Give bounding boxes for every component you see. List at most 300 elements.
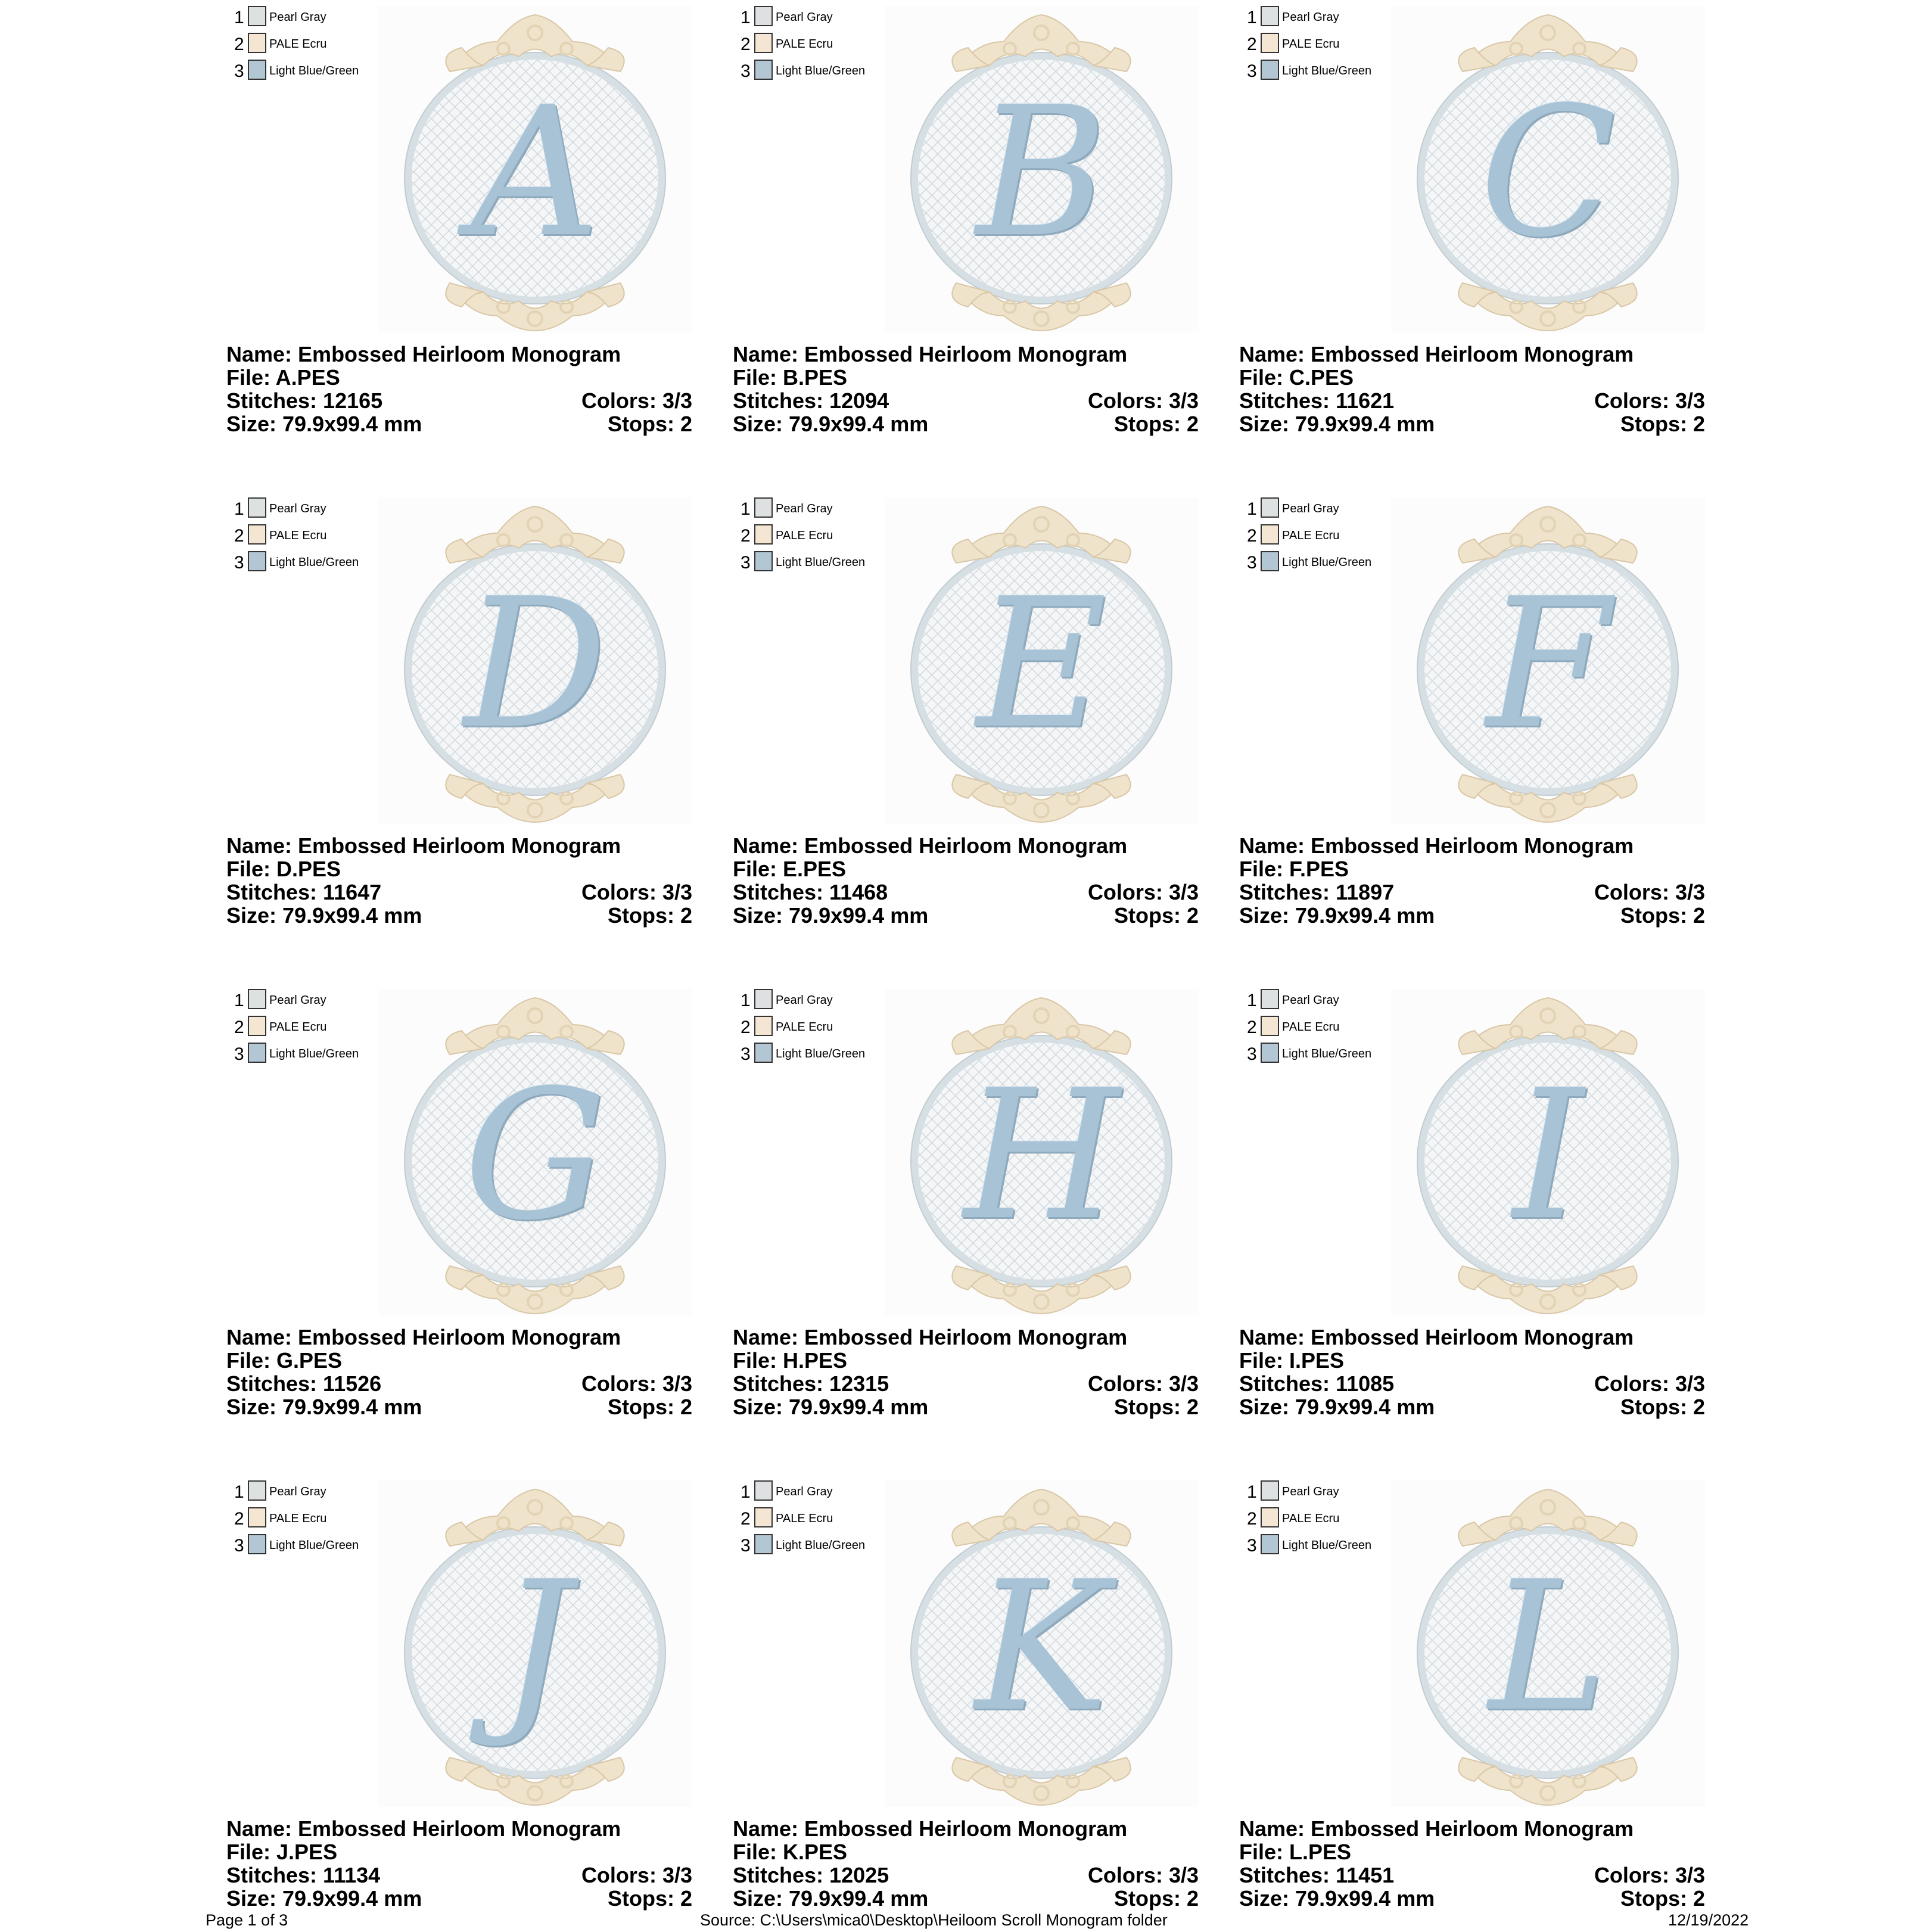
size-label: Size:	[226, 903, 283, 928]
color-number: 1	[234, 1482, 244, 1502]
stitches-label: Stitches:	[733, 388, 830, 413]
stitches-label: Stitches:	[1239, 1863, 1336, 1887]
file-label: File:	[733, 1840, 783, 1864]
design-name: Embossed Heirloom Monogram	[298, 1816, 621, 1841]
legend-item	[741, 1043, 895, 1066]
legend-item	[741, 989, 895, 1013]
file-name: A.PES	[275, 365, 340, 390]
size-label: Size:	[733, 1395, 789, 1419]
color-name: PALE Ecru	[1282, 38, 1340, 51]
color-number: 2	[234, 35, 244, 54]
file-label: File:	[1239, 365, 1290, 390]
color-swatch	[754, 1507, 773, 1527]
size-label: Size:	[733, 903, 789, 928]
color-count: 3/3	[1675, 1371, 1705, 1396]
legend-item	[234, 1480, 389, 1504]
colors-label: Colors:	[581, 388, 662, 413]
design-size: 79.9x99.4 mm	[1295, 1886, 1435, 1911]
stops-label: Stops:	[1113, 412, 1187, 436]
color-number: 1	[1247, 8, 1257, 27]
color-swatch	[248, 551, 266, 571]
colors-label: Colors:	[1594, 388, 1675, 413]
legend-item	[741, 1016, 895, 1040]
color-swatch	[248, 6, 266, 26]
legend-item	[234, 60, 389, 83]
legend-item	[1247, 1507, 1402, 1531]
colors-label: Colors:	[1594, 1863, 1675, 1887]
monogram-letter: G	[463, 1051, 607, 1259]
design-name: Embossed Heirloom Monogram	[804, 833, 1128, 858]
design-size: 79.9x99.4 mm	[1295, 1395, 1435, 1419]
source-path: Source: C:\Users\mica0\Desktop\Heiloom Scroll Monogram folder	[700, 1911, 1168, 1929]
stitch-count: 11134	[323, 1863, 381, 1887]
legend-item	[1247, 551, 1402, 575]
embroidery-preview	[885, 6, 1199, 332]
colors-label: Colors:	[1594, 1371, 1675, 1396]
color-name: Pearl Gray	[1282, 502, 1339, 515]
legend-item	[741, 551, 895, 575]
color-number: 1	[741, 991, 751, 1010]
stop-count: 2	[680, 1886, 692, 1911]
color-swatch	[1261, 1043, 1279, 1063]
color-name: PALE Ecru	[269, 38, 327, 51]
legend-item	[741, 60, 895, 83]
size-label: Size:	[1239, 1886, 1296, 1911]
design-size: 79.9x99.4 mm	[282, 903, 422, 928]
color-name: Pearl Gray	[776, 502, 833, 515]
color-swatch	[754, 1016, 773, 1036]
design-name: Embossed Heirloom Monogram	[1311, 342, 1634, 366]
color-swatch	[1261, 1480, 1279, 1501]
color-number: 2	[741, 35, 751, 54]
color-swatch	[248, 497, 266, 518]
name-label: Name:	[733, 833, 805, 858]
embroidery-preview	[1391, 6, 1705, 332]
color-number: 2	[1247, 35, 1257, 54]
stops-label: Stops:	[1113, 903, 1187, 928]
design-name: Embossed Heirloom Monogram	[1311, 1325, 1634, 1349]
stitch-count: 12025	[829, 1863, 889, 1887]
design-info	[1239, 343, 1705, 435]
color-number: 1	[1247, 1482, 1257, 1502]
design-size: 79.9x99.4 mm	[789, 903, 929, 928]
stitch-count: 11526	[323, 1371, 382, 1396]
color-swatch	[1261, 524, 1279, 545]
color-swatch	[248, 1016, 266, 1036]
design-info	[226, 343, 692, 435]
design-name: Embossed Heirloom Monogram	[298, 833, 621, 858]
name-label: Name:	[1239, 1816, 1311, 1841]
design-info	[226, 1817, 692, 1910]
color-number: 1	[741, 499, 751, 519]
stitches-label: Stitches:	[226, 1371, 323, 1396]
design-info	[226, 834, 692, 927]
file-name: E.PES	[783, 857, 847, 881]
legend-item	[1247, 6, 1402, 30]
size-label: Size:	[1239, 903, 1296, 928]
design-card	[226, 6, 703, 447]
color-swatch	[1261, 1534, 1279, 1554]
design-info	[733, 1326, 1199, 1418]
stops-label: Stops:	[1620, 412, 1693, 436]
design-name: Embossed Heirloom Monogram	[1311, 1816, 1634, 1841]
design-size: 79.9x99.4 mm	[789, 1395, 929, 1419]
color-number: 1	[741, 8, 751, 27]
color-swatch	[1261, 6, 1279, 26]
monogram-letter: K	[975, 1542, 1109, 1751]
color-name: PALE Ecru	[269, 1512, 327, 1525]
monogram-letter: H	[963, 1051, 1120, 1259]
color-number: 1	[234, 8, 244, 27]
file-label: File:	[733, 365, 783, 390]
stitches-label: Stitches:	[733, 1863, 830, 1887]
design-size: 79.9x99.4 mm	[789, 412, 929, 436]
color-count: 3/3	[662, 1371, 692, 1396]
color-number: 3	[1247, 1044, 1257, 1064]
legend-item	[1247, 33, 1402, 57]
stitch-count: 12165	[323, 388, 383, 413]
file-name: H.PES	[783, 1348, 848, 1373]
size-label: Size:	[733, 412, 789, 436]
design-name: Embossed Heirloom Monogram	[804, 1325, 1128, 1349]
color-swatch	[248, 33, 266, 53]
design-card	[1239, 1480, 1716, 1921]
name-label: Name:	[1239, 342, 1311, 366]
monogram-letter: E	[976, 559, 1107, 768]
file-label: File:	[733, 1348, 783, 1373]
legend-item	[234, 1534, 389, 1558]
stitches-label: Stitches:	[733, 880, 830, 904]
color-name: Pearl Gray	[269, 994, 326, 1007]
color-swatch	[1261, 551, 1279, 571]
color-name: PALE Ecru	[776, 529, 833, 542]
design-card	[226, 1480, 703, 1921]
stitch-count: 12094	[829, 388, 889, 413]
color-name: Light Blue/Green	[776, 556, 866, 569]
color-name: Light Blue/Green	[269, 1047, 359, 1060]
design-info	[733, 1817, 1199, 1910]
color-number: 2	[741, 1018, 751, 1037]
file-name: L.PES	[1289, 1840, 1352, 1864]
color-swatch	[754, 989, 773, 1009]
colors-label: Colors:	[1594, 880, 1675, 904]
colors-label: Colors:	[581, 1371, 662, 1396]
colors-label: Colors:	[1087, 388, 1169, 413]
file-label: File:	[226, 365, 276, 390]
color-count: 3/3	[1168, 388, 1199, 413]
design-size: 79.9x99.4 mm	[282, 412, 422, 436]
color-swatch	[754, 1534, 773, 1554]
monogram-letter: I	[1513, 1051, 1583, 1259]
color-count: 3/3	[1168, 1371, 1199, 1396]
name-label: Name:	[226, 1816, 298, 1841]
print-date: 12/19/2022	[1668, 1911, 1749, 1929]
design-card	[1239, 497, 1716, 938]
stop-count: 2	[1693, 903, 1705, 928]
stops-label: Stops:	[607, 1886, 680, 1911]
stitches-label: Stitches:	[226, 1863, 323, 1887]
monogram-letter: L	[1488, 1542, 1608, 1751]
color-name: Light Blue/Green	[776, 64, 866, 77]
color-count: 3/3	[1675, 1863, 1705, 1887]
design-card	[1239, 989, 1716, 1430]
design-info	[226, 1326, 692, 1418]
color-swatch	[754, 1480, 773, 1501]
legend-item	[234, 524, 389, 548]
design-size: 79.9x99.4 mm	[282, 1395, 422, 1419]
legend-item	[741, 1480, 895, 1504]
stitch-count: 11647	[323, 880, 382, 904]
file-name: G.PES	[276, 1348, 343, 1373]
stops-label: Stops:	[1620, 1395, 1693, 1419]
legend-item	[234, 497, 389, 521]
embroidery-preview	[885, 1480, 1199, 1807]
color-swatch	[248, 1480, 266, 1501]
color-number: 3	[741, 1536, 751, 1555]
file-name: F.PES	[1289, 857, 1349, 881]
color-swatch	[1261, 33, 1279, 53]
color-number: 2	[1247, 526, 1257, 546]
design-size: 79.9x99.4 mm	[282, 1886, 422, 1911]
colors-label: Colors:	[1087, 1371, 1169, 1396]
color-count: 3/3	[662, 1863, 692, 1887]
name-label: Name:	[226, 833, 298, 858]
embroidery-preview	[378, 989, 692, 1315]
design-card	[733, 6, 1209, 447]
color-swatch	[1261, 1507, 1279, 1527]
file-name: D.PES	[276, 857, 341, 881]
stitches-label: Stitches:	[1239, 880, 1336, 904]
legend-item	[741, 497, 895, 521]
stitch-count: 12315	[829, 1371, 889, 1396]
size-label: Size:	[733, 1886, 789, 1911]
color-number: 2	[234, 1018, 244, 1037]
color-number: 3	[741, 553, 751, 573]
size-label: Size:	[1239, 412, 1296, 436]
color-name: Light Blue/Green	[776, 1047, 866, 1060]
color-number: 1	[1247, 499, 1257, 519]
color-swatch	[754, 6, 773, 26]
color-name: PALE Ecru	[1282, 1021, 1340, 1034]
embroidery-preview	[885, 497, 1199, 824]
legend-item	[234, 33, 389, 57]
stop-count: 2	[1693, 412, 1705, 436]
stops-label: Stops:	[607, 412, 680, 436]
design-card	[733, 1480, 1209, 1921]
color-number: 3	[234, 61, 244, 81]
design-card	[733, 989, 1209, 1430]
page-number: Page 1 of 3	[206, 1911, 288, 1929]
color-swatch	[248, 524, 266, 545]
stitches-label: Stitches:	[226, 388, 323, 413]
stops-label: Stops:	[607, 903, 680, 928]
file-label: File:	[1239, 1348, 1290, 1373]
colors-label: Colors:	[1087, 880, 1169, 904]
color-swatch	[754, 524, 773, 545]
embroidery-preview	[378, 497, 692, 824]
design-info	[733, 834, 1199, 927]
color-name: Light Blue/Green	[1282, 1047, 1372, 1060]
color-number: 3	[234, 553, 244, 573]
colors-label: Colors:	[581, 880, 662, 904]
color-name: Light Blue/Green	[1282, 64, 1372, 77]
color-name: Light Blue/Green	[776, 1539, 866, 1552]
color-swatch	[248, 1534, 266, 1554]
legend-item	[234, 1507, 389, 1531]
colors-label: Colors:	[581, 1863, 662, 1887]
stitch-count: 11897	[1336, 880, 1395, 904]
stitch-count: 11451	[1336, 1863, 1395, 1887]
color-name: Pearl Gray	[269, 11, 326, 24]
color-swatch	[248, 60, 266, 80]
legend-item	[1247, 989, 1402, 1013]
color-number: 2	[741, 1509, 751, 1529]
legend-item	[741, 6, 895, 30]
stops-label: Stops:	[1113, 1886, 1187, 1911]
legend-item	[1247, 524, 1402, 548]
stop-count: 2	[1693, 1395, 1705, 1419]
design-info	[1239, 1817, 1705, 1910]
color-number: 3	[741, 1044, 751, 1064]
name-label: Name:	[733, 1325, 805, 1349]
color-name: Pearl Gray	[1282, 11, 1339, 24]
stitches-label: Stitches:	[733, 1371, 830, 1396]
design-card	[733, 497, 1209, 938]
color-name: PALE Ecru	[776, 38, 833, 51]
color-name: PALE Ecru	[1282, 1512, 1340, 1525]
stop-count: 2	[1693, 1886, 1705, 1911]
color-name: PALE Ecru	[269, 529, 327, 542]
color-name: Pearl Gray	[1282, 994, 1339, 1007]
size-label: Size:	[226, 1886, 283, 1911]
file-name: B.PES	[783, 365, 848, 390]
color-swatch	[1261, 989, 1279, 1009]
color-count: 3/3	[1168, 1863, 1199, 1887]
design-size: 79.9x99.4 mm	[789, 1886, 929, 1911]
stop-count: 2	[1186, 1395, 1199, 1419]
color-count: 3/3	[1168, 880, 1199, 904]
stops-label: Stops:	[1620, 903, 1693, 928]
color-name: PALE Ecru	[776, 1021, 833, 1034]
stitches-label: Stitches:	[226, 880, 323, 904]
legend-item	[1247, 60, 1402, 83]
legend-item	[234, 6, 389, 30]
color-number: 1	[741, 1482, 751, 1502]
file-label: File:	[1239, 1840, 1290, 1864]
color-number: 3	[1247, 1536, 1257, 1555]
monogram-letter: F	[1486, 559, 1610, 768]
file-label: File:	[226, 857, 277, 881]
design-name: Embossed Heirloom Monogram	[804, 342, 1128, 366]
file-label: File:	[733, 857, 783, 881]
embroidery-preview	[1391, 989, 1705, 1315]
legend-item	[1247, 1534, 1402, 1558]
color-number: 1	[234, 499, 244, 519]
color-name: Light Blue/Green	[269, 64, 359, 77]
color-number: 3	[1247, 61, 1257, 81]
color-swatch	[248, 989, 266, 1009]
legend-item	[234, 1016, 389, 1040]
color-number: 2	[234, 526, 244, 546]
design-name: Embossed Heirloom Monogram	[298, 342, 621, 366]
design-size: 79.9x99.4 mm	[1295, 903, 1435, 928]
color-name: Pearl Gray	[776, 11, 833, 24]
design-name: Embossed Heirloom Monogram	[804, 1816, 1128, 1841]
stitches-label: Stitches:	[1239, 1371, 1336, 1396]
color-name: Pearl Gray	[269, 1485, 326, 1498]
name-label: Name:	[1239, 1325, 1311, 1349]
color-swatch	[754, 551, 773, 571]
color-name: Light Blue/Green	[1282, 556, 1372, 569]
color-name: Pearl Gray	[1282, 1485, 1339, 1498]
name-label: Name:	[226, 342, 298, 366]
file-label: File:	[1239, 857, 1290, 881]
color-number: 2	[1247, 1509, 1257, 1529]
color-name: PALE Ecru	[269, 1021, 327, 1034]
color-name: Light Blue/Green	[269, 556, 359, 569]
name-label: Name:	[226, 1325, 298, 1349]
color-swatch	[754, 497, 773, 518]
monogram-letter: B	[976, 68, 1107, 276]
stops-label: Stops:	[1113, 1395, 1187, 1419]
stop-count: 2	[1186, 412, 1199, 436]
monogram-letter: C	[1479, 68, 1617, 276]
color-name: Light Blue/Green	[269, 1539, 359, 1552]
file-label: File:	[226, 1348, 277, 1373]
legend-item	[741, 1534, 895, 1558]
color-number: 1	[234, 991, 244, 1010]
color-swatch	[754, 1043, 773, 1063]
color-count: 3/3	[1675, 388, 1705, 413]
stops-label: Stops:	[1620, 1886, 1693, 1911]
color-count: 3/3	[662, 880, 692, 904]
size-label: Size:	[226, 412, 283, 436]
legend-item	[234, 1043, 389, 1066]
color-swatch	[754, 33, 773, 53]
color-swatch	[248, 1507, 266, 1527]
file-name: I.PES	[1289, 1348, 1345, 1373]
name-label: Name:	[733, 1816, 805, 1841]
name-label: Name:	[733, 342, 805, 366]
design-name: Embossed Heirloom Monogram	[1311, 833, 1634, 858]
stop-count: 2	[680, 412, 692, 436]
color-number: 1	[1247, 991, 1257, 1010]
color-number: 3	[741, 61, 751, 81]
legend-item	[741, 1507, 895, 1531]
monogram-letter: J	[499, 1542, 571, 1751]
legend-item	[1247, 1016, 1402, 1040]
color-swatch	[1261, 497, 1279, 518]
color-name: Pearl Gray	[776, 1485, 833, 1498]
stitches-label: Stitches:	[1239, 388, 1336, 413]
legend-item	[741, 524, 895, 548]
design-info	[733, 343, 1199, 435]
size-label: Size:	[1239, 1395, 1296, 1419]
file-label: File:	[226, 1840, 277, 1864]
color-number: 2	[1247, 1018, 1257, 1037]
design-info	[1239, 1326, 1705, 1418]
color-name: PALE Ecru	[1282, 529, 1340, 542]
color-number: 2	[234, 1509, 244, 1529]
design-name: Embossed Heirloom Monogram	[298, 1325, 621, 1349]
design-card	[226, 989, 703, 1430]
colors-label: Colors:	[1087, 1863, 1169, 1887]
legend-item	[234, 551, 389, 575]
stitch-count: 11621	[1336, 388, 1395, 413]
embroidery-preview	[1391, 1480, 1705, 1807]
stops-label: Stops:	[607, 1395, 680, 1419]
color-name: Light Blue/Green	[1282, 1539, 1372, 1552]
